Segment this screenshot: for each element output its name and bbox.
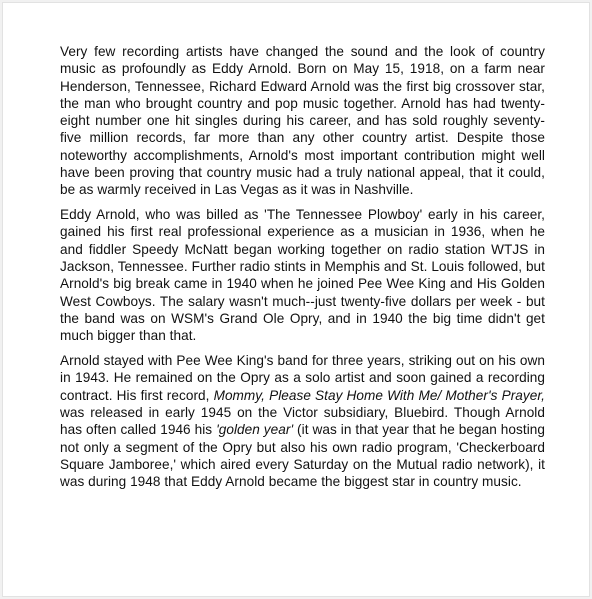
- paragraph-3-part-b: was released in early 1945 on the Victor subsidiary, Bluebird. Though Arnold has often called 1946 his: [60, 404, 545, 438]
- body-text: [60, 43, 545, 490]
- golden-year-phrase: 'golden year': [216, 422, 294, 438]
- paragraph-3: [60, 352, 545, 490]
- liner-notes-page: [2, 2, 590, 597]
- paragraph-3-part-a: Arnold stayed with Pee Wee King's band for three years, striking out on his own in 1943. He remained on the Opry as a solo artist and soon gained a recording contract. His first record,: [60, 353, 545, 403]
- record-title: Mommy, Please Stay Home With Me/ Mother's Prayer,: [213, 387, 545, 403]
- paragraph-1: Very few recording artists have changed the sound and the look of country music as profoundly as Eddy Arnold. Born on May 15, 1918, on a farm near Henderson, Tennessee, Richard Edward Arnold was the first big crossover star, the man who brought country and pop music together. Arnold has had twenty-eight number one hit singles during his career, and has sold roughly seventy-five million records, far more than any other country artist. Despite those noteworthy accomplishments, Arnold's most important contribution might well have been proving that country music had a truly national appeal, that it could, be as warmly received in Las Vegas as it was in Nashville.: [60, 44, 545, 198]
- paragraph-2: Eddy Arnold, who was billed as 'The Tennessee Plowboy' early in his career, gained his first real professional experience as a musician in 1936, when he and fiddler Speedy McNatt began working together on radio station WTJS in Jackson, Tennessee. Further radio stints in Memphis and St. Louis followed, but Arnold's big break came in 1940 when he joined Pee Wee King and His Golden West Cowboys. The salary wasn't much--just twenty-five dollars per week - but the band was on WSM's Grand Ole Opry, and in 1940 the big time didn't get much bigger than that.: [60, 207, 545, 344]
- paragraph-3-part-c: (it was in that year that he began hosting not only a segment of the Opry but also his own radio program, 'Checkerboard Square Jamboree,' which aired every Saturday on the Mutual radio network), it was during 1948 that Eddy Arnold became the biggest star in country music.: [60, 422, 545, 490]
